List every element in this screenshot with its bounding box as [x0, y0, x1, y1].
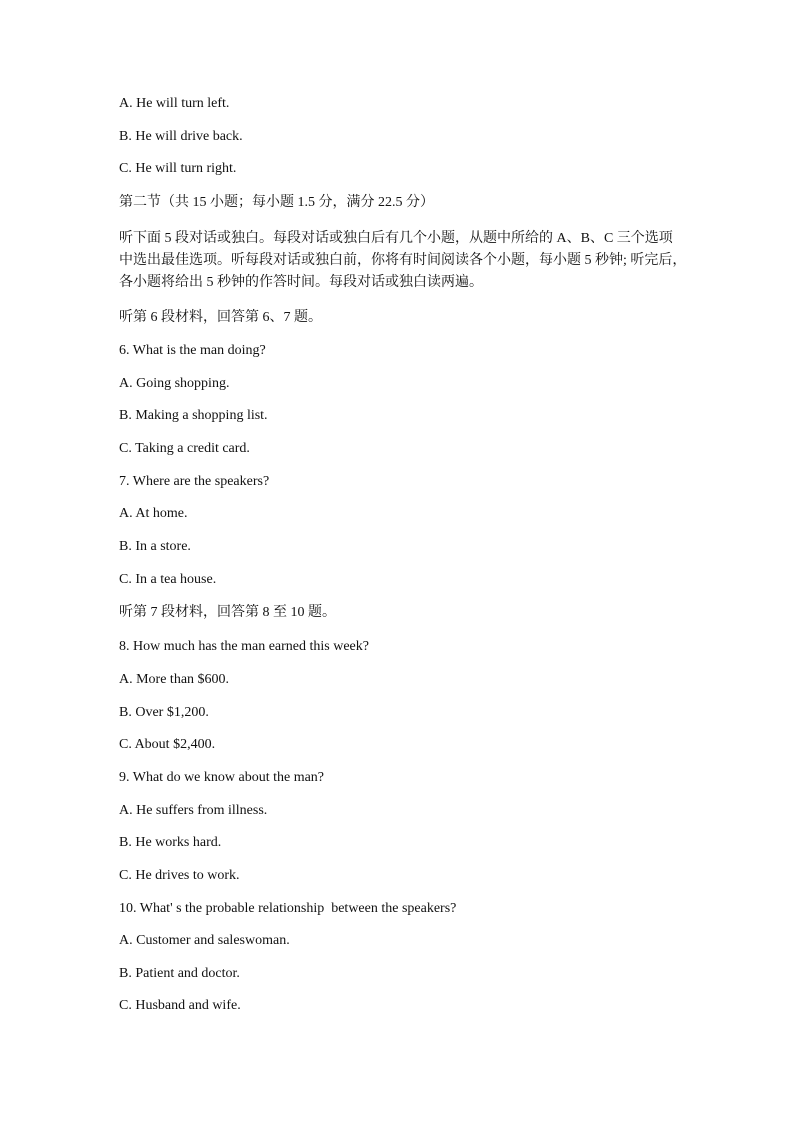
option-text: B. Making a shopping list. [119, 408, 268, 423]
option-text: A. He will turn left. [119, 96, 230, 111]
option-text: B. Patient and doctor. [119, 966, 240, 981]
instructions-line: 中选出最佳选项。听每段对话或独白前，你将有时间阅读各个小题，每小题 5 秒钟; 听完后， [119, 253, 687, 268]
option-text: A. At home. [119, 506, 188, 521]
option-text: C. In a tea house. [119, 572, 217, 587]
option-text: C. He drives to work. [119, 868, 240, 883]
option-text: B. In a store. [119, 539, 191, 554]
section-heading: 第二节（共 15 小题；每小题 1.5 分，满分 22.5 分） [119, 195, 434, 210]
question-text: 8. How much has the man earned this week? [119, 639, 369, 654]
instructions-paragraph [119, 228, 687, 294]
question-text: 7. Where are the speakers? [119, 474, 270, 489]
option-text: B. Over $1,200. [119, 705, 209, 720]
material-heading: 听第 7 段材料，回答第 8 至 10 题。 [119, 605, 336, 620]
question-text: 9. What do we know about the man? [119, 770, 325, 785]
option-text: C. He will turn right. [119, 161, 237, 176]
option-text: B. He will drive back. [119, 129, 243, 144]
option-text: C. About $2,400. [119, 737, 216, 752]
question-text: 6. What is the man doing? [119, 343, 266, 358]
instructions-line: 各小题将给出 5 秒钟的作答时间。每段对话或独白读两遍。 [119, 275, 483, 290]
question-text: 10. What' s the probable relationship between the speakers? [119, 901, 457, 916]
option-text: C. Husband and wife. [119, 998, 241, 1013]
instructions-line: 听下面 5 段对话或独白。每段对话或独白后有几个小题，从题中所给的 A、B、C 三个选项 [119, 231, 673, 246]
option-text: A. More than $600. [119, 672, 230, 687]
option-text: A. He suffers from illness. [119, 803, 268, 818]
option-text: A. Customer and saleswoman. [119, 933, 290, 948]
option-text: B. He works hard. [119, 835, 222, 850]
material-heading: 听第 6 段材料，回答第 6、7 题。 [119, 310, 322, 325]
option-text: A. Going shopping. [119, 376, 230, 391]
option-text: C. Taking a credit card. [119, 441, 250, 456]
